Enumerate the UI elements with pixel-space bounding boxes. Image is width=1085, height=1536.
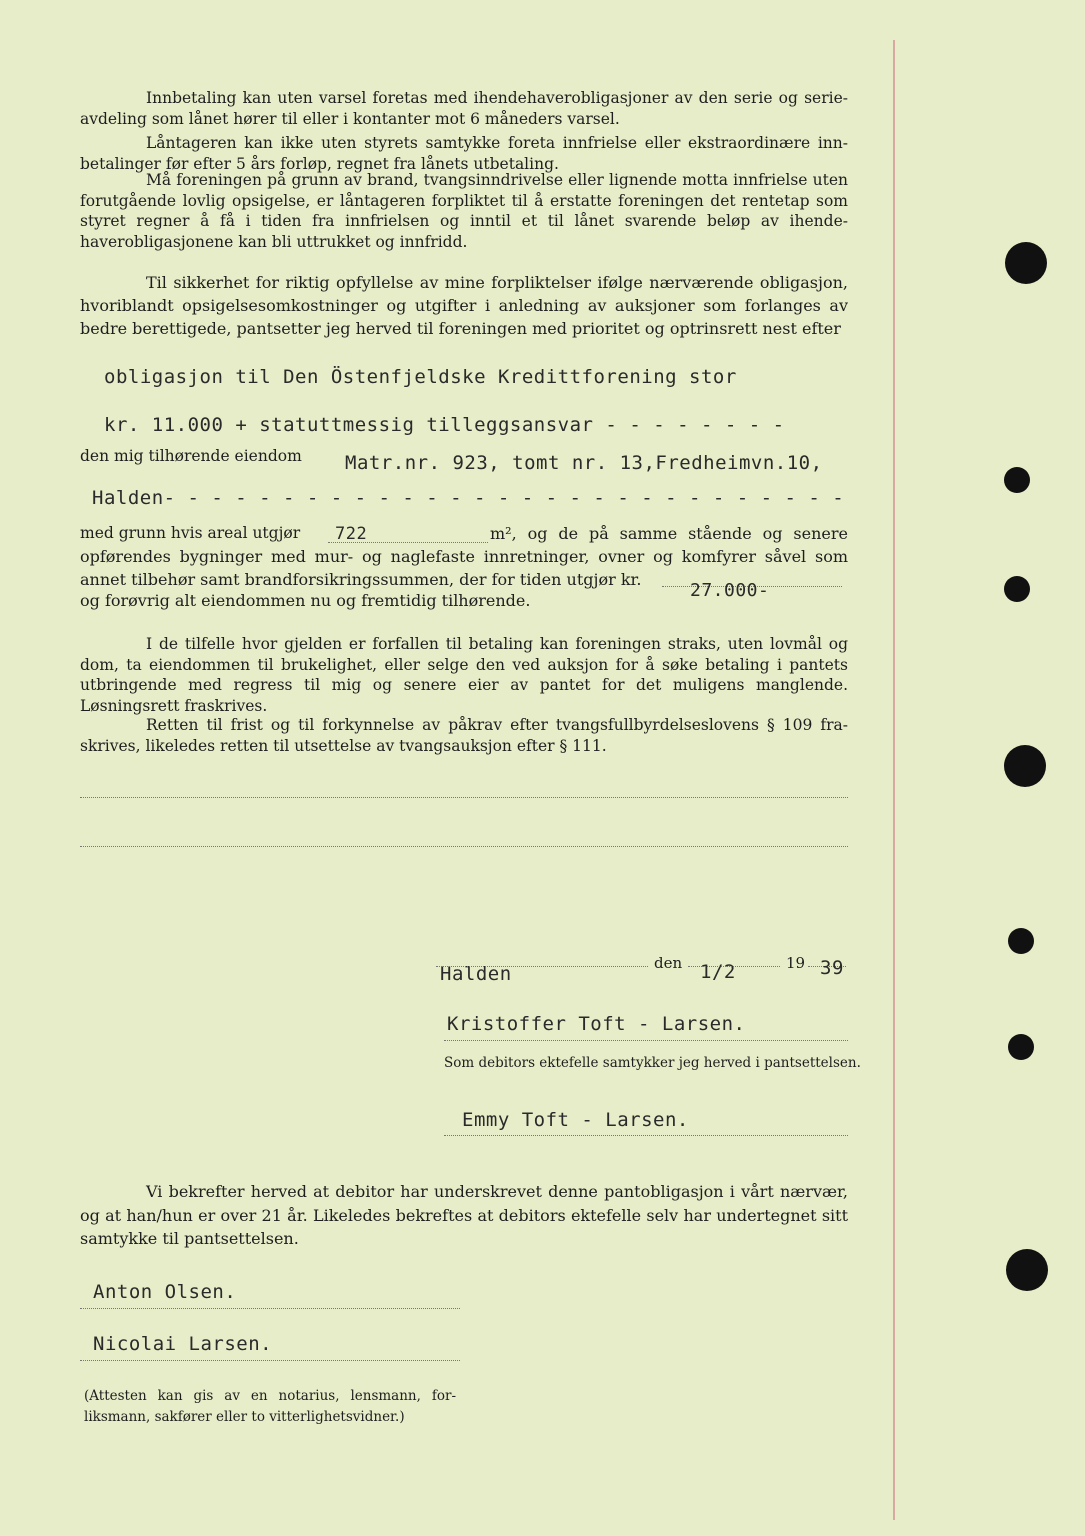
witness-line bbox=[80, 1308, 460, 1309]
typed-amount-line: kr. 11.000 + statuttmessig tilleggsansvar - - - - - - - - bbox=[104, 414, 785, 436]
default-paragraph: I de tilfelle hvor gjelden er forfallen til betaling kan foreningen straks, uten lovmål og dom, ta eiendommen til brukelighet, eller selge den ved auksjon for å søke betaling i pantets utbringende med regress til mig og senere eier av pantet for det muligens manglende. Løsningsrett fraskrives. bbox=[80, 635, 848, 715]
punch-hole bbox=[1005, 242, 1047, 284]
punch-hole bbox=[1004, 576, 1030, 602]
place-fill-line bbox=[436, 966, 648, 967]
footnote: (Attesten kan gis av en notarius, lensmann, forliksmann, sakfører eller to vitterlighetsvidner.) bbox=[84, 1388, 456, 1425]
year-prefix: 19 bbox=[786, 954, 806, 972]
debtor-signature-line bbox=[444, 1040, 848, 1041]
area-paragraph: m², og de på samme stående og senere opførendes bygninger med mur- og naglefaste innretninger, ovner og komfyrer såvel som annet tilbehør samt brandforsikringssummen, der for tiden utgjør kr. bbox=[80, 524, 848, 589]
spouse-consent: Som debitors ektefelle samtykker jeg herved i pantsettelsen. bbox=[444, 1055, 861, 1071]
punch-hole bbox=[1004, 745, 1046, 787]
blank-line bbox=[80, 846, 848, 847]
property-label: den mig tilhørende eiendom bbox=[80, 447, 302, 465]
punch-hole bbox=[1004, 467, 1030, 493]
spouse-signature: Emmy Toft - Larsen. bbox=[462, 1109, 689, 1131]
debtor-signature: Kristoffer Toft - Larsen. bbox=[447, 1013, 746, 1035]
signing-date: 1/2 bbox=[700, 961, 736, 983]
margin-rule bbox=[893, 40, 895, 1520]
witness-line bbox=[80, 1360, 460, 1361]
witness-signature: Nicolai Larsen. bbox=[93, 1333, 273, 1355]
rights-paragraph: Retten til frist og til forkynnelse av påkrav efter tvangsfullbyrdelseslovens § 109 fraskrives, likeledes retten til utsettelse av tvangsauksjon efter § 111. bbox=[80, 716, 848, 755]
intro-paragraph: Må foreningen på grunn av brand, tvangsinndrivelse eller lignende motta innfrielse uten forutgående lovlig opsigelse, er låntageren forpliktet til å erstatte foreningen det rentetap som styret regner å få i tiden fra innfrielsen og inntil et til lånet svarende beløp av ihendehaverobligasjonene kan bli uttrukket og innfridd. bbox=[80, 171, 848, 251]
typed-area-value: 722 bbox=[335, 524, 368, 544]
typed-insurance-value: 27.000- bbox=[690, 580, 770, 601]
witness-paragraph: Vi bekrefter herved at debitor har underskrevet denne pantobligasjon i vårt nærvær, og at han/hun er over 21 år. Likeledes bekreftes at debitors ektefelle selv har undertegnet sitt samtykke til pantsettelsen. bbox=[80, 1182, 848, 1248]
intro-paragraph: Låntageren kan ikke uten styrets samtykke foreta innfrielse eller ekstraordinære innbetalinger før efter 5 års forløp, regnet fra lånets utbetaling. bbox=[80, 134, 848, 173]
witness-signature: Anton Olsen. bbox=[93, 1281, 237, 1303]
den-label: den bbox=[654, 954, 683, 972]
typed-place-line: Halden- - - - - - - - - - - - - - - - - - - - - - - - - - - - - bbox=[92, 487, 845, 509]
punch-hole bbox=[1006, 1249, 1048, 1291]
year-suffix: 39 bbox=[820, 957, 844, 979]
typed-property: Matr.nr. 923, tomt nr. 13,Fredheimvn.10, bbox=[345, 452, 823, 474]
typed-obligation-line: obligasjon til Den Östenfjeldske Kredittforening stor bbox=[104, 366, 737, 388]
punch-hole bbox=[1008, 928, 1034, 954]
punch-hole bbox=[1008, 1034, 1034, 1060]
security-paragraph: Til sikkerhet for riktig opfyllelse av mine forpliktelser ifølge nærværende obligasjon, hvoriblandt opsigelsesomkostninger og utgifter i anledning av auksjoner som forlanges av bedre berettigede, pantsetter jeg herved til foreningen med prioritet og optrinsrett nest efter bbox=[80, 273, 848, 338]
signing-place: Halden bbox=[440, 963, 512, 985]
spouse-signature-line bbox=[444, 1135, 848, 1136]
area-end: og forøvrig alt eiendommen nu og fremtidig tilhørende. bbox=[80, 591, 531, 610]
area-label: med grunn hvis areal utgjør bbox=[80, 524, 301, 542]
blank-line bbox=[80, 797, 848, 798]
date-fill-line bbox=[688, 966, 780, 967]
intro-paragraph: Innbetaling kan uten varsel foretas med ihendehaverobligasjoner av den serie og serieavdeling som lånet hører til eller i kontanter mot 6 måneders varsel. bbox=[80, 89, 848, 128]
